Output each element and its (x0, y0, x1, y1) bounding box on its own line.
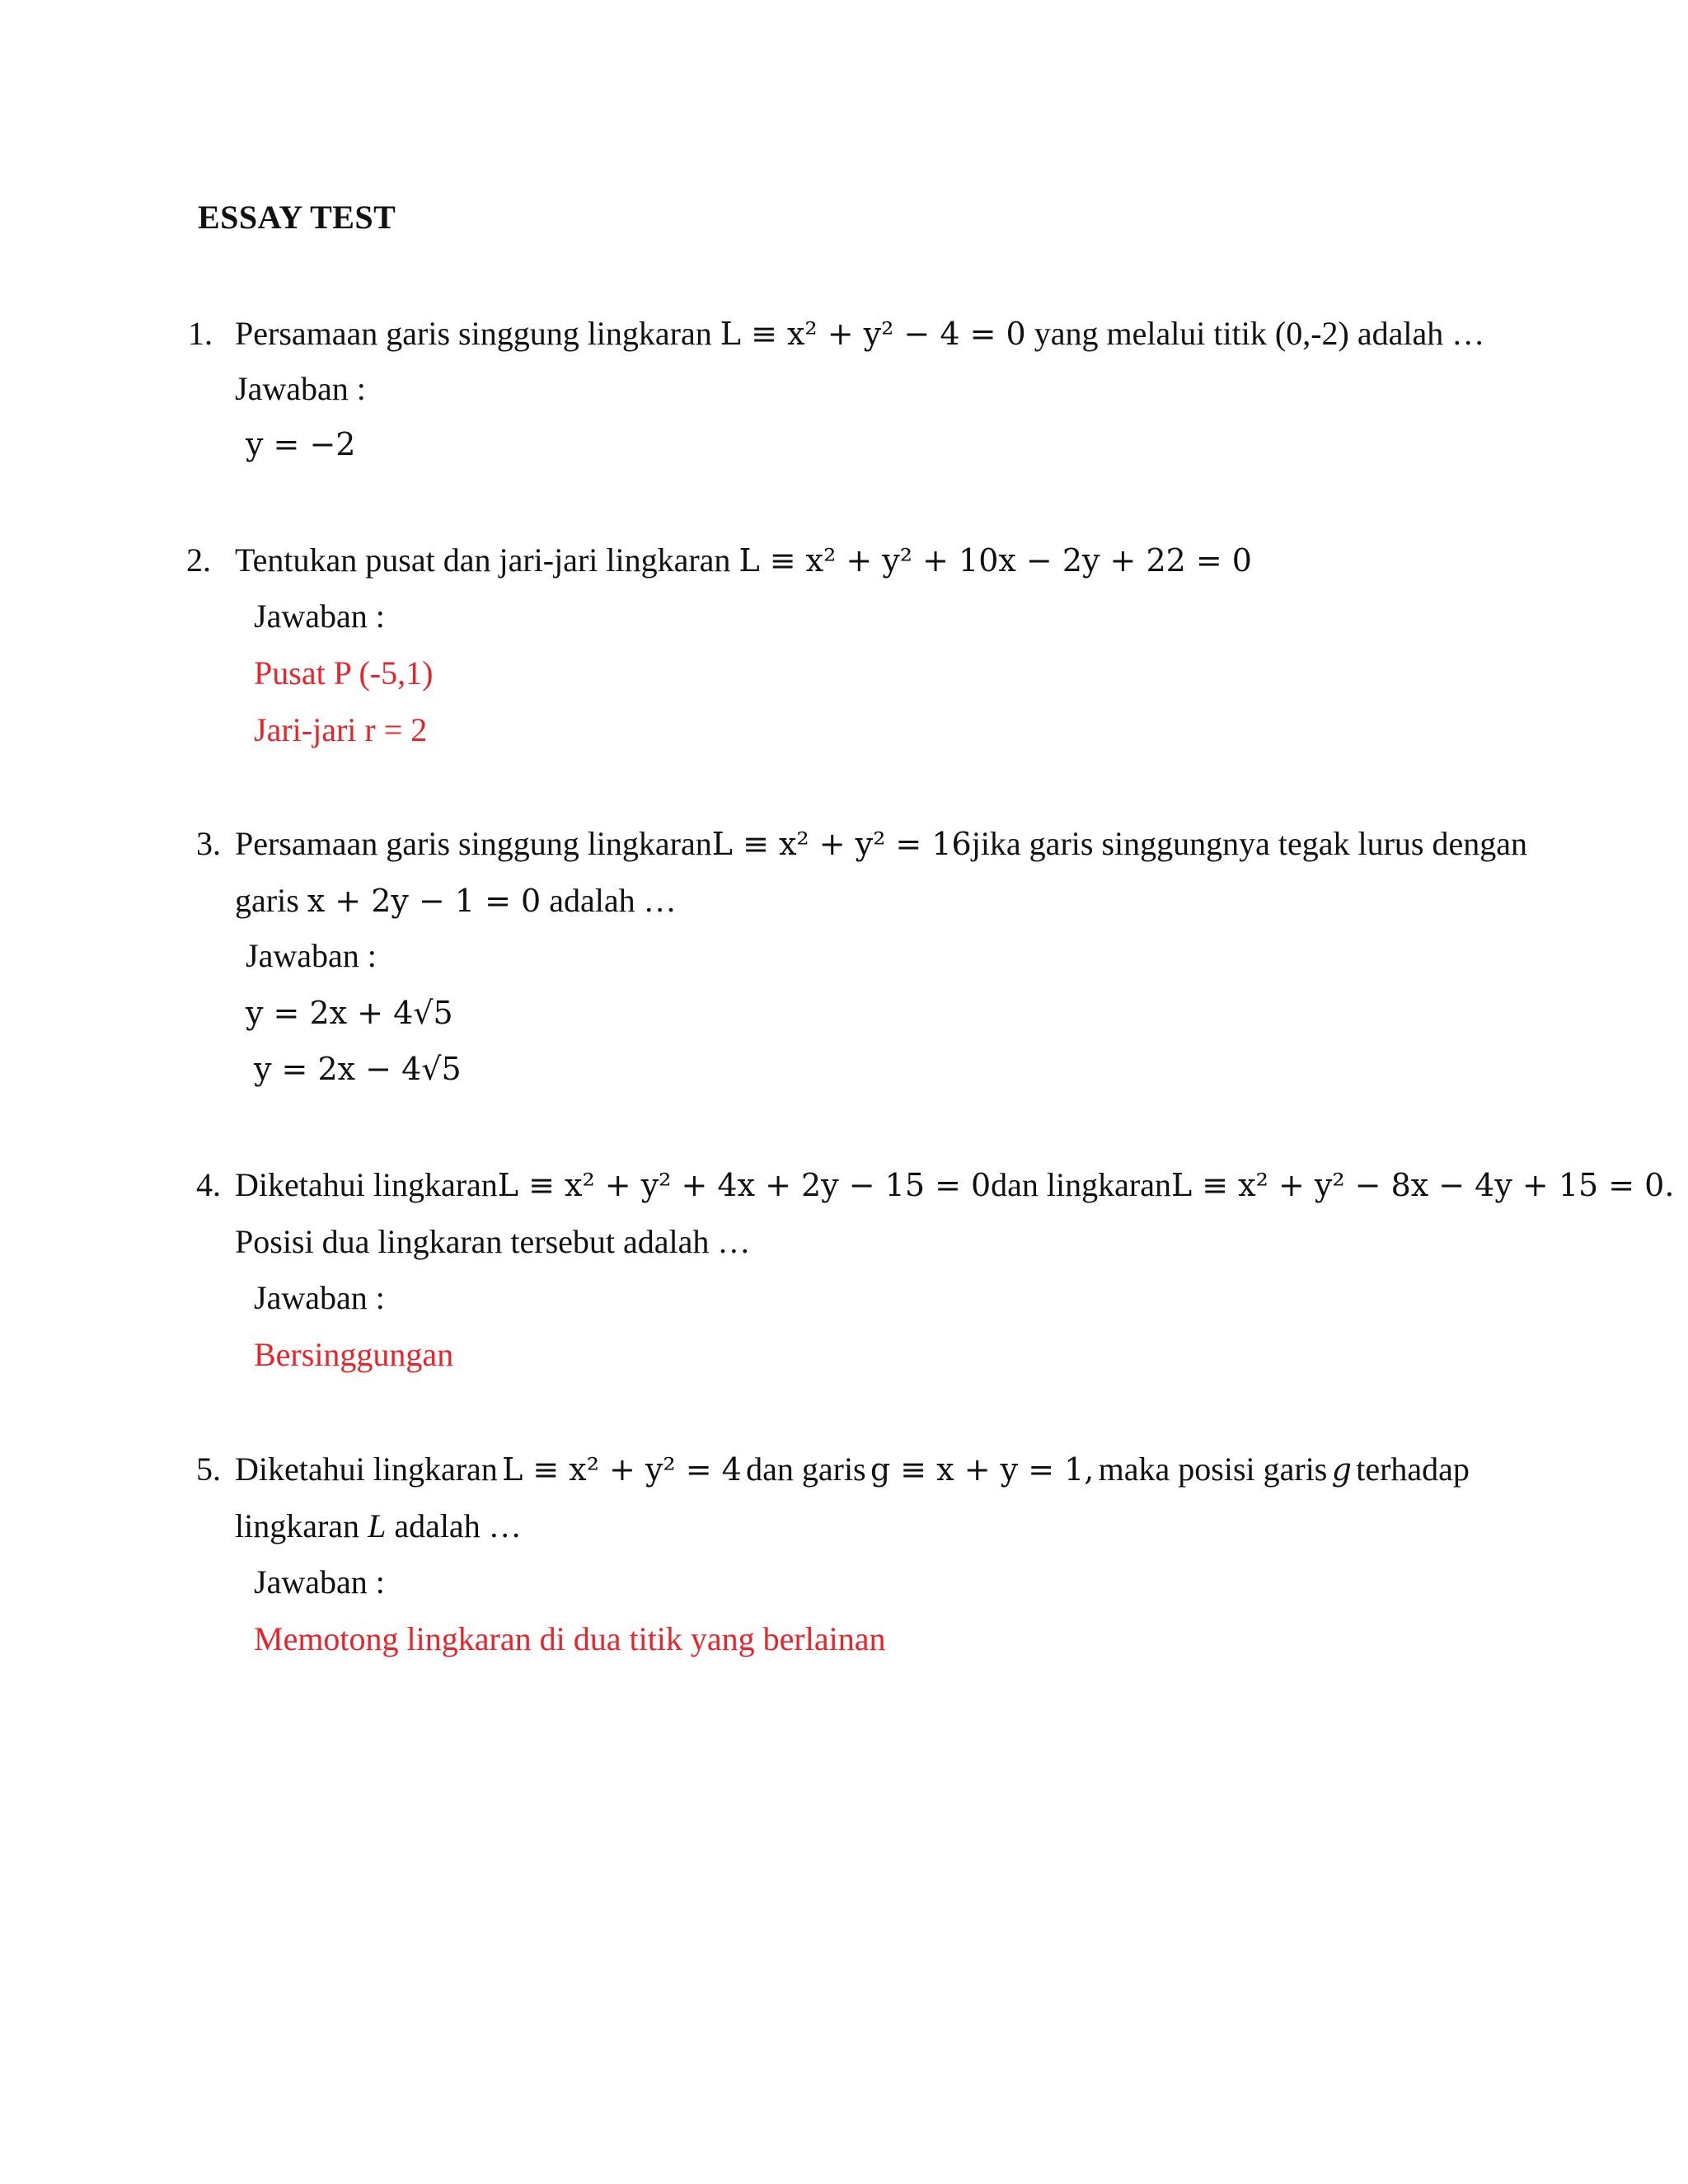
answer-value-1: y = 2x + 4√5 (246, 995, 453, 1031)
line-equation: g ≡ x + y = 1, (870, 1451, 1095, 1488)
question-line2-after: adalah … (549, 882, 677, 919)
circle-equation-1: L ≡ x² + y² + 4x + 2y − 15 = 0 (497, 1167, 992, 1203)
line-equation: x + 2y − 1 = 0 (307, 883, 542, 919)
question-text-after: jika garis singgungnya tegak lurus dengan (971, 825, 1527, 862)
question-line2-before: lingkaran (235, 1507, 360, 1544)
circle-equation: L ≡ x² + y² + 10x − 2y + 22 = 0 (738, 542, 1252, 579)
circle-equation: L ≡ x² + y² = 4 (502, 1451, 742, 1488)
question-text-after: yang melalui titik (0,-2) adalah … (1034, 315, 1485, 352)
variable-L: L (368, 1507, 387, 1544)
question-text-end: terhadap (1356, 1451, 1470, 1488)
circle-equation-2: L ≡ x² + y² − 8x − 4y + 15 = 0. (1170, 1167, 1675, 1203)
question-text-before: Tentukan pusat dan jari-jari lingkaran (235, 541, 731, 579)
question-text (235, 541, 1252, 579)
question-text-middle: dan garis (746, 1451, 866, 1488)
question-text-middle: dan lingkaran (991, 1166, 1171, 1203)
question-text-line2: Posisi dua lingkaran tersebut adalah … (235, 1223, 751, 1260)
question-text (235, 825, 1527, 862)
answer-radius: Jari-jari r = 2 (254, 711, 428, 748)
question-text (235, 317, 1484, 350)
question-text (235, 1166, 1675, 1203)
question-text-line2 (235, 1507, 522, 1544)
question-text-before: Persamaan garis singgung lingkaran (235, 825, 712, 862)
answer-label: Jawaban : (254, 598, 385, 635)
page-title: ESSAY TEST (198, 199, 396, 236)
question-text-before: Diketahui lingkaran (235, 1451, 498, 1488)
question-line2-after: adalah … (394, 1507, 522, 1544)
question-text-after: maka posisi garis (1098, 1451, 1328, 1488)
answer-value: Memotong lingkaran di dua titik yang berlainan (254, 1620, 886, 1657)
circle-equation: L ≡ x² + y² − 4 = 0 (720, 316, 1026, 352)
circle-equation: L ≡ x² + y² = 16 (711, 826, 972, 862)
question-line2-before: garis (235, 882, 299, 919)
answer-label: Jawaban : (254, 1563, 385, 1601)
answer-center: Pusat P (-5,1) (254, 654, 434, 691)
question-text (235, 1453, 1470, 1486)
question-number: 4. (196, 1166, 221, 1203)
question-number: 2. (186, 541, 211, 579)
answer-value-2: y = 2x − 4√5 (254, 1051, 462, 1087)
question-text-line2 (235, 884, 677, 917)
question-number: 1. (188, 315, 213, 352)
question-text-before: Diketahui lingkaran (235, 1166, 498, 1203)
question-text-before: Persamaan garis singgung lingkaran (235, 315, 712, 352)
question-number: 3. (196, 825, 221, 862)
question-number: 5. (196, 1451, 221, 1488)
answer-label: Jawaban : (246, 937, 377, 974)
answer-value: Bersinggungan (254, 1336, 454, 1373)
answer-value: y = −2 (246, 426, 356, 462)
answer-label: Jawaban : (235, 370, 366, 407)
variable-g: g (1331, 1451, 1352, 1488)
answer-label: Jawaban : (254, 1279, 385, 1316)
